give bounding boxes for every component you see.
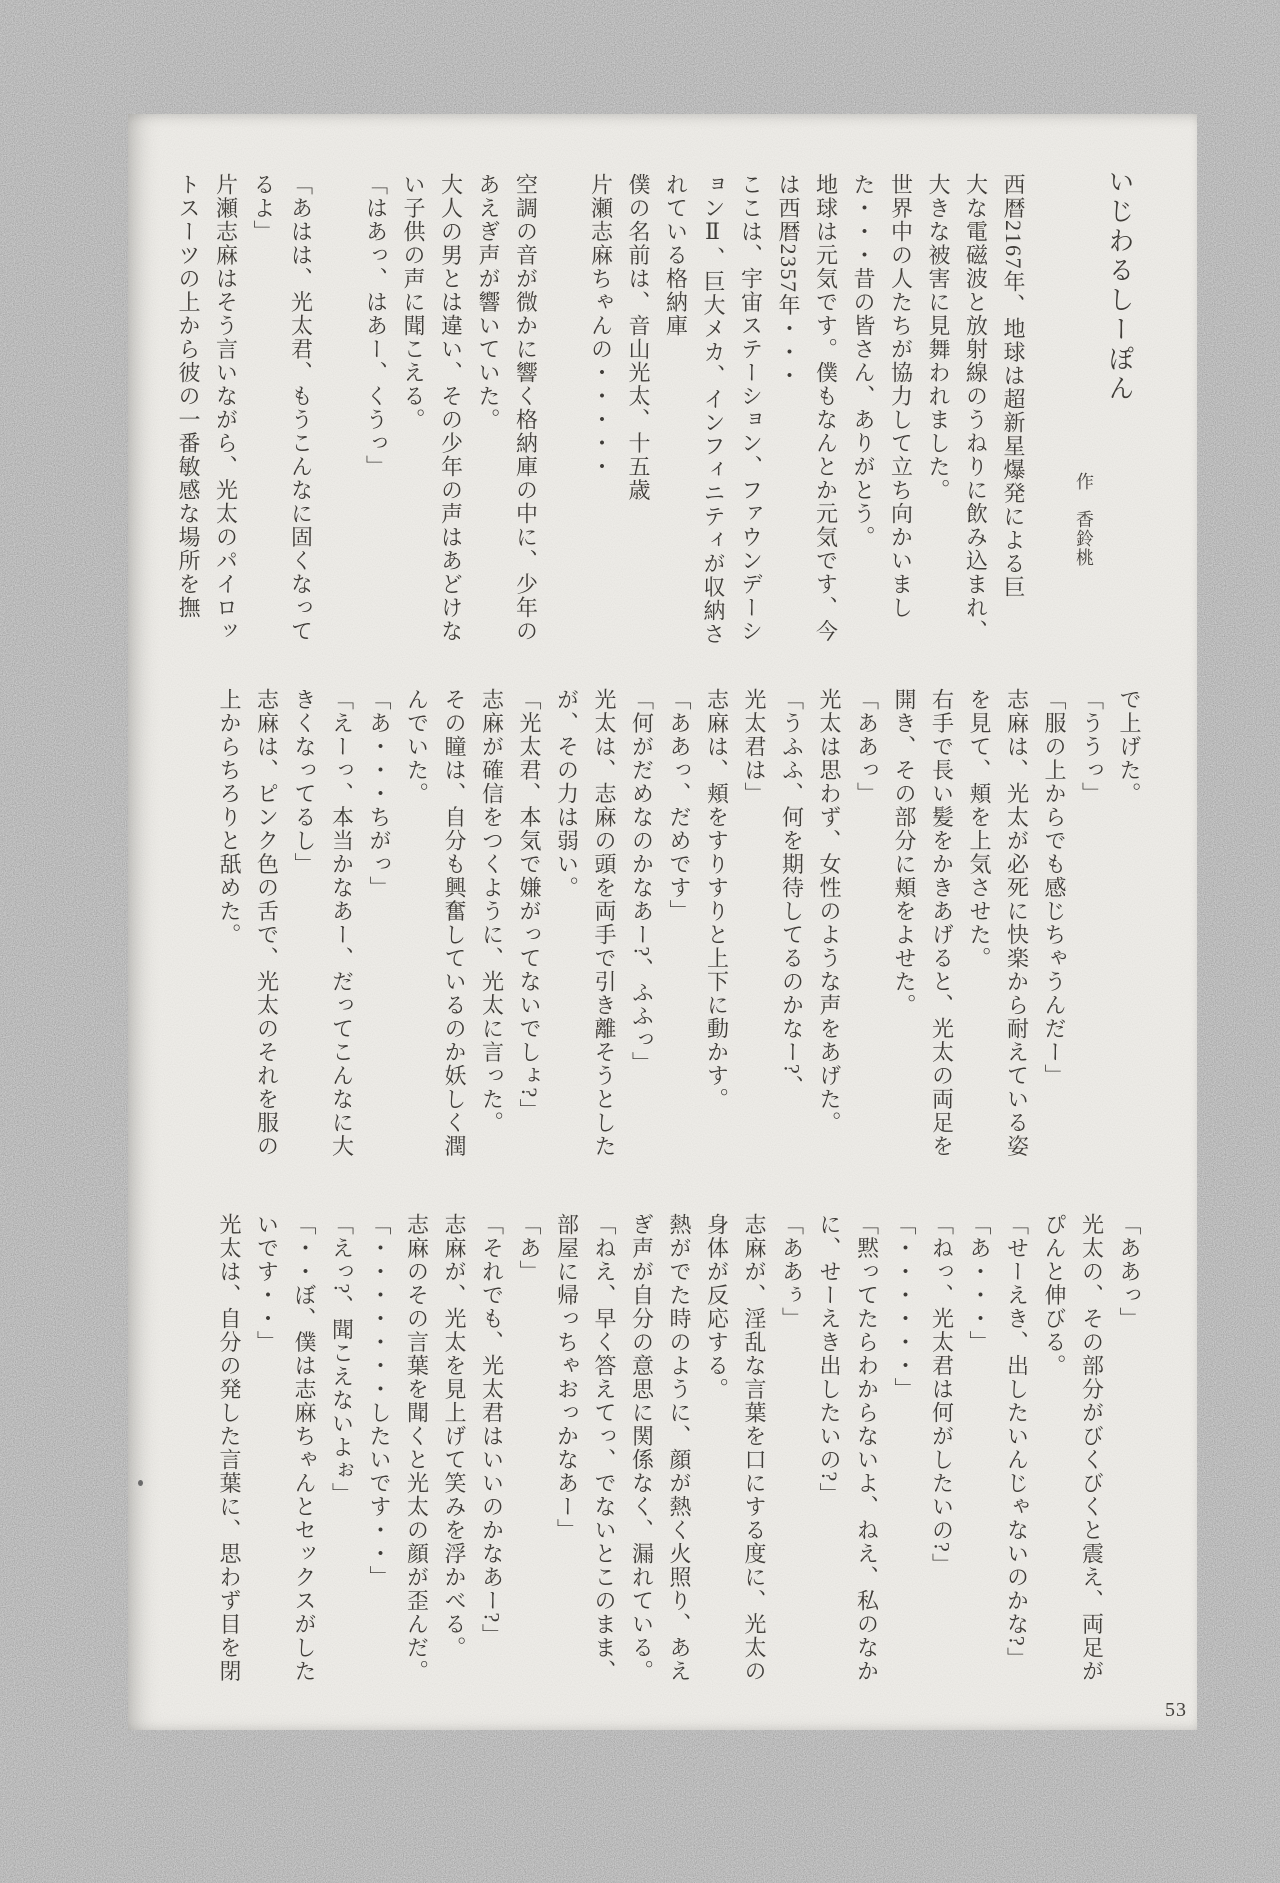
text-column: 「黙ってたらわからないよ、ねえ、私のなか <box>854 1213 880 1683</box>
text-column: 右手で長い髪をかきあげると、光太の両足を <box>929 688 955 1158</box>
text-column: 志麻は、頬をすりすりと上下に動かす。 <box>704 688 730 1111</box>
text-column: は西暦2357年・・・ <box>776 173 801 388</box>
text-column: に、せーえき出したいの?」 <box>817 1213 842 1507</box>
text-column: 志麻が、光太を見上げて笑みを浮かべる。 <box>442 1213 467 1660</box>
text-column: トスーツの上から彼の一番敏感な場所を撫 <box>176 173 201 620</box>
text-column: 大きな被害に見舞われました。 <box>926 173 951 502</box>
text-column: れている格納庫 <box>663 173 689 338</box>
text-column: ここは、宇宙ステーション、ファウンデーシ <box>738 173 764 643</box>
text-column: 光太は、志麻の頭を両手で引き離そうとした <box>592 688 617 1158</box>
text-band-middle <box>211 688 1149 1158</box>
text-column: ョンⅡ、巨大メカ、インフィニティが収納さ <box>701 173 726 646</box>
text-column: 志麻は、光太が必死に快楽から耐えている姿 <box>1004 688 1030 1158</box>
text-column: た・・・昔の皆さん、ありがとう。 <box>851 173 876 549</box>
text-column: その瞳は、自分も興奮しているのか妖しく潤 <box>442 688 467 1158</box>
text-column: 片瀬志麻はそう言いながら、光太のパイロッ <box>213 173 239 643</box>
text-column: んでいた。 <box>404 688 430 806</box>
text-column: 「あはは、光太君、もうこんなに固くなって <box>288 173 314 643</box>
story-title: いじわるしーぽん <box>1105 168 1134 404</box>
text-band-bottom <box>211 1213 1149 1683</box>
text-column: が、その力は弱い。 <box>554 688 580 900</box>
book-page <box>128 114 1197 1730</box>
text-column: 片瀬志麻ちゃんの・・・・・ <box>588 173 614 479</box>
text-column: 「・・・・・・・したいです・・」 <box>367 1213 392 1589</box>
text-column: 熱がでた時のように、顔が熱く火照り、あえ <box>667 1213 692 1683</box>
text-column: 部屋に帰っちゃおっかなあー」 <box>554 1213 580 1542</box>
text-band-top <box>170 173 1033 646</box>
text-column: 「ああっ」 <box>854 688 880 806</box>
text-column: いです・・」 <box>254 1213 280 1354</box>
text-column: 「それでも、光太君はいいのかなあー?」 <box>479 1213 505 1648</box>
text-column: 西暦2167年、地球は超新星爆発による巨 <box>1001 173 1026 599</box>
text-column: 大な電磁波と放射線のうねりに飲み込まれ、 <box>963 173 989 643</box>
text-column: を見て、頬を上気させた。 <box>967 688 992 970</box>
text-column: 大人の男とは違い、その少年の声はあどけな <box>438 173 464 643</box>
text-column: 光太は思わず、女性のような声をあげた。 <box>817 688 842 1135</box>
page-number: 53 <box>1165 1699 1187 1721</box>
text-column: 志麻のその言葉を聞くと光太の顔が歪んだ。 <box>404 1213 430 1683</box>
text-column: 「服の上からでも感じちゃうんだー」 <box>1042 688 1067 1088</box>
text-column: 「ああっ」 <box>1117 1213 1142 1331</box>
text-column: 「ううっ」 <box>1079 688 1105 806</box>
text-column: 「ああっ、だめです」 <box>667 688 692 923</box>
text-column: 「ねっ、光太君は何がしたいの?」 <box>929 1213 955 1577</box>
author-credit: 作 香鈴桃 <box>1074 472 1094 567</box>
text-column: 光太君は」 <box>742 688 767 806</box>
text-column: 「えっ?、聞こえないよぉ」 <box>329 1213 355 1507</box>
text-column: 「・・ぼ、僕は志麻ちゃんとセックスがした <box>292 1213 317 1683</box>
text-column: 「はあっ、はあー、くうっ」 <box>363 173 389 479</box>
text-column: 「・・・・・・」 <box>892 1213 917 1401</box>
text-column: 身体が反応する。 <box>704 1213 730 1401</box>
text-column <box>320 173 358 646</box>
text-column: ぎ声が自分の意思に関係なく、漏れている。 <box>629 1213 655 1683</box>
text-column: 「あ」 <box>517 1213 542 1284</box>
text-column: 僕の名前は、音山光太、十五歳 <box>626 173 651 502</box>
text-column: 「ああぅ」 <box>779 1213 805 1331</box>
text-column: 「光太君、本気で嫌がってないでしょ?」 <box>517 688 542 1123</box>
text-column: 「せーえき、出したいんじゃないのかな?」 <box>1004 1213 1030 1671</box>
text-column: 「あ・・・ちがっ」 <box>367 688 392 900</box>
text-column: 志麻が確信をつくように、光太に言った。 <box>479 688 505 1135</box>
scan-speck <box>138 1480 143 1486</box>
text-column: 「何がだめなのかなあー?、ふふっ」 <box>629 688 655 1076</box>
text-column: で上げた。 <box>1117 688 1142 806</box>
text-column <box>545 173 583 646</box>
text-column: 空調の音が微かに響く格納庫の中に、少年の <box>513 173 539 643</box>
text-column: 開き、その部分に頬をよせた。 <box>892 688 917 1017</box>
text-column: 志麻が、淫乱な言葉を口にする度に、光太の <box>742 1213 767 1683</box>
text-column: 「えーっ、本当かなあー、だってこんなに大 <box>329 688 355 1158</box>
text-column: い子供の声に聞こえる。 <box>401 173 426 432</box>
text-column: きくなってるし」 <box>292 688 317 876</box>
text-column: 光太の、その部分がびくびくと震え、両足が <box>1079 1213 1105 1683</box>
text-column: 光太は、自分の発した言葉に、思わず目を閉 <box>217 1213 242 1683</box>
text-column: ぴんと伸びる。 <box>1042 1213 1067 1378</box>
text-column: 地球は元気です。僕もなんとか元気です、今 <box>813 173 839 643</box>
text-column: 世界中の人たちが協力して立ち向かいまし <box>888 173 914 620</box>
text-column: 「あ・・・」 <box>967 1213 992 1354</box>
text-column: あえぎ声が響いていた。 <box>476 173 501 432</box>
text-column: 志麻は、ピンク色の舌で、光太のそれを服の <box>254 688 280 1158</box>
text-column: 「うふふ、何を期待してるのかなー?、 <box>779 688 805 1099</box>
text-column: るよ」 <box>251 173 276 244</box>
text-column: 「ねえ、早く答えてっ、でないとこのまま、 <box>592 1213 617 1683</box>
text-column: 上からちろりと舐めた。 <box>217 688 242 947</box>
